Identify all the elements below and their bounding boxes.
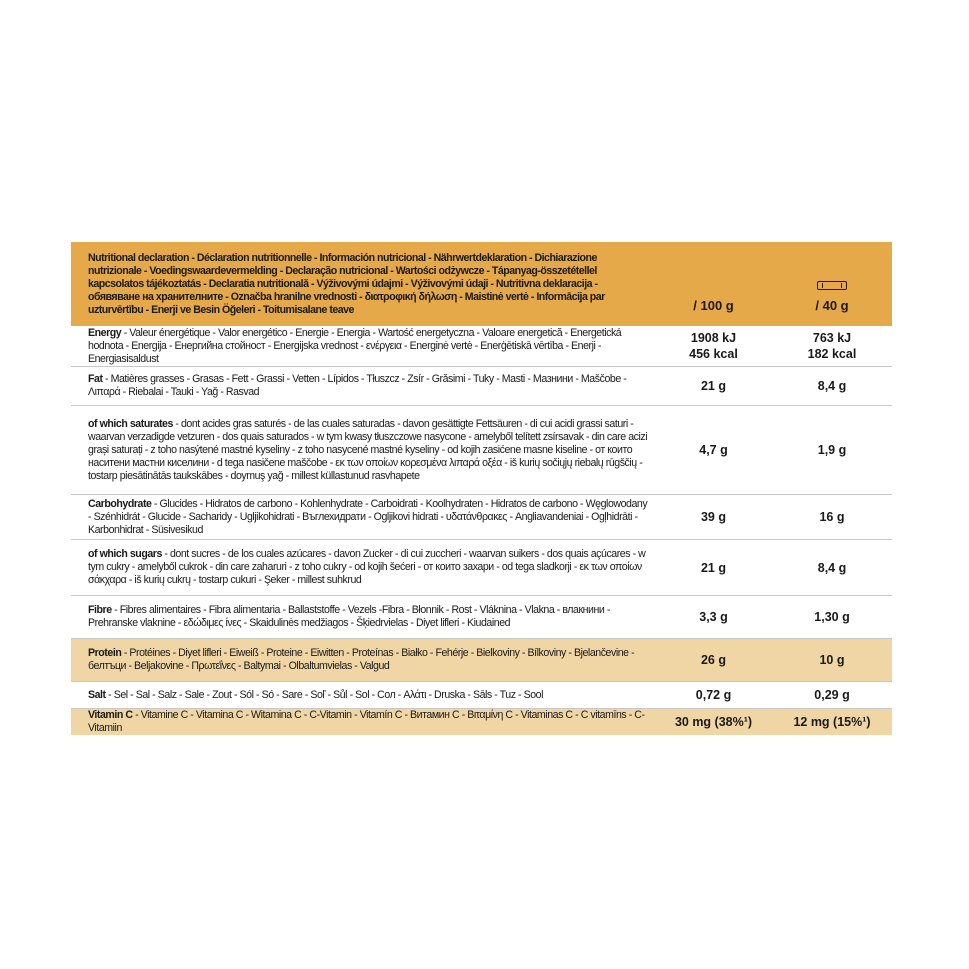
nutrient-name: of which saturates — [88, 417, 173, 430]
nutrient-translations: - Vitamine C - Vitamina C - Witamina C - C-Vitamin - Vitamín C - Витамин C - Βιταμίνη C - Vitaminas C - C vitamīns - C-Vitamiin — [88, 709, 645, 734]
value-per-portion: 8,4 g — [817, 379, 847, 393]
value-per-portion: 1,9 g — [817, 443, 847, 457]
nutrient-translations: - Glucides - Hidratos de carbono - Kohlenhydrate - Carboidrati - Koolhydraten - Hidratos de carbono - Węglowodany - Szénhidrát - Glucide - Sacharidy - Uglјikohidrati - Въглехидрати - Ogljikovi hidrati - υδατάνθρακες - Angliavandeniai - Ogļhidrāti - Karbonhidrat - Süsivesikud — [88, 497, 648, 536]
value-per-portion: 8,4 g — [817, 560, 847, 575]
nutrient-label — [71, 685, 655, 706]
nutrient-translations: - Protéines - Diyet lifleri - Eiweiß - Proteine - Eiwitten - Proteínas - Białko - Fehérje - Bielkoviny - Bílkoviny - Bjelančevine - белтъци - Beljakovine - Πρωτεΐνες - Baltymai - Olbaltumvielas - Valgud — [88, 647, 635, 672]
energy-kcal-portion: 182 kcal — [807, 347, 857, 361]
energy-kcal-100g: 456 kcal — [689, 347, 738, 361]
nutrition-table — [71, 242, 892, 735]
nutrient-label — [71, 705, 655, 739]
value-per-100g: 21 g — [700, 379, 726, 393]
value-per-100g: 21 g — [700, 560, 726, 575]
nutrient-name: Vitamin C — [88, 709, 133, 721]
row-sugars — [71, 540, 892, 596]
nutrient-name: Protein — [88, 647, 122, 659]
value-per-portion: 10 g — [819, 653, 845, 667]
nutrient-name: of which sugars — [88, 548, 162, 560]
table-header — [71, 242, 892, 326]
row-protein — [71, 639, 892, 682]
row-carbohydrate — [71, 495, 892, 540]
value-per-100g: 26 g — [700, 653, 726, 667]
value-per-portion: 12 mg (15%¹) — [793, 715, 871, 729]
row-fibre — [71, 596, 892, 639]
nutrient-translations: - dont acides gras saturés - de las cuales saturadas - davon gesättigte Fettsäuren - di cui acidi grassi saturi - waarvan verzadigde vetzuren - dos quais saturados - w tym kwasy tłuszczowe nasycone - amelyből telített zsírsavak - din care acizi grași saturați - z toho nasýtené mastné kyseliny - z toho nasycené mastné kyseliny - od kojih zasićene masne kiseline - от които наситени мастни киселини - d tega nasičene maščobe - εκ των οποίων κορεσμένα λιπαρά οξέα - iš kurių sočiųjų riebalų rūgščių - tostarp piesātinātās taukskābes - doymuş yağ - millest küllastunud rasvhapete — [88, 417, 648, 482]
value-per-100g: 0,72 g — [695, 688, 732, 702]
per-100g-header: / 100 g — [693, 298, 734, 313]
value-per-100g — [655, 330, 772, 362]
value-per-100g: 4,7 g — [699, 443, 728, 457]
value-per-portion: 1,30 g — [814, 610, 850, 624]
value-per-100g: 39 g — [700, 510, 726, 524]
nutrient-translations: - Matières grasses - Grasas - Fett - Grassi - Vetten - Lípidos - Tłuszcz - Zsír - Grăsimi - Tuky - Masti - Мазнини - Maščobe - Λιπαρά - Riebalai - Tauki - Yağ - Rasvad — [88, 373, 627, 398]
nutrient-name: Fat — [88, 373, 103, 385]
nutrient-label — [71, 600, 655, 634]
per-portion-header — [772, 281, 892, 326]
bar-icon — [817, 281, 847, 290]
nutrient-label — [71, 494, 655, 541]
nutrient-translations: - Valeur énergétique - Valor energético - Energie - Energia - Wartość energetyczna - Valoare energetică - Energetická hodnota - Energija - Енергийна стойност - Energijska vrednost - ενέργεια - Energinė vertė - Enerģētiskā vērtība - Enerji - Energiasisaldust — [88, 326, 622, 365]
nutrient-translations: - Fibres alimentaires - Fibra alimentaria - Ballaststoffe - Vezels -Fibra - Błonnik - Rost - Vláknina - Vlakna - влакнини - Prehranske vlaknine - εδώδιμες ίνες - Skaidulinės medžiagos - Šķiedrvielas - Diyet lifleri - Kiudained — [88, 604, 610, 629]
nutrient-name: Fibre — [88, 604, 112, 616]
value-per-portion: 0,29 g — [814, 688, 850, 702]
row-vitamin-c — [71, 709, 892, 735]
row-energy — [71, 326, 892, 367]
per-40g-label: / 40 g — [815, 298, 849, 313]
nutrient-translations: - Sel - Sal - Salz - Sale - Zout - Sól - Só - Sare - Soľ - Sůl - Sol - Сол - Αλάτι - Druska - Sāls - Tuz - Sool — [105, 688, 544, 701]
nutrient-label — [71, 369, 655, 403]
nutrient-name: Salt — [88, 688, 106, 701]
row-saturates — [71, 406, 892, 495]
value-per-100g: 30 mg (38%¹) — [674, 715, 753, 729]
nutrient-name: Energy — [88, 326, 122, 339]
row-fat — [71, 367, 892, 406]
nutrient-translations: - dont sucres - de los cuales azúcares - davon Zucker - di cui zuccheri - waarvan suikers - dos quais açúcares - w tym cukry - amelyből cukrok - din care zaharuri - z toho cukry - od kojih šećeri - от които захари - od tega sladkorji - εκ των οποίων σάκχαρα - iš kurių cukrų - tostarp cukuri - Şeker - millest suhkrud — [88, 548, 646, 586]
value-per-100g: 3,3 g — [699, 610, 728, 624]
energy-kj-portion: 763 kJ — [812, 331, 852, 345]
nutrient-label — [71, 643, 655, 677]
nutrient-label — [71, 323, 655, 370]
declaration-title: Nutritional declaration - Déclaration nutritionnelle - Información nutricional - Nährwertdeklaration - Dichiarazione nutrizionale - Voedingswaardevermelding - Declaração nutricional - Wartości odżywcze - Tápanyag-összetétellel kapcsolatos tájékoztatás - Declaratia nutritională - Výživovými údajmi - Výživovými údaji - Nutritivna deklaracija - обявяване на хранителните - Označba hranilne vrednosti - διατροφική δήλωση - Maistinė vertė - Informācija par uzturvērtību - Enerji ve Besin Öğeleri - Toitumisalane teave — [88, 252, 605, 316]
value-per-portion — [772, 330, 892, 362]
energy-kj-100g: 1908 kJ — [690, 331, 737, 345]
value-per-portion: 16 g — [819, 510, 845, 524]
nutrient-label — [71, 414, 655, 487]
nutrient-label — [71, 544, 655, 591]
nutrient-name: Carbohydrate — [88, 497, 152, 510]
